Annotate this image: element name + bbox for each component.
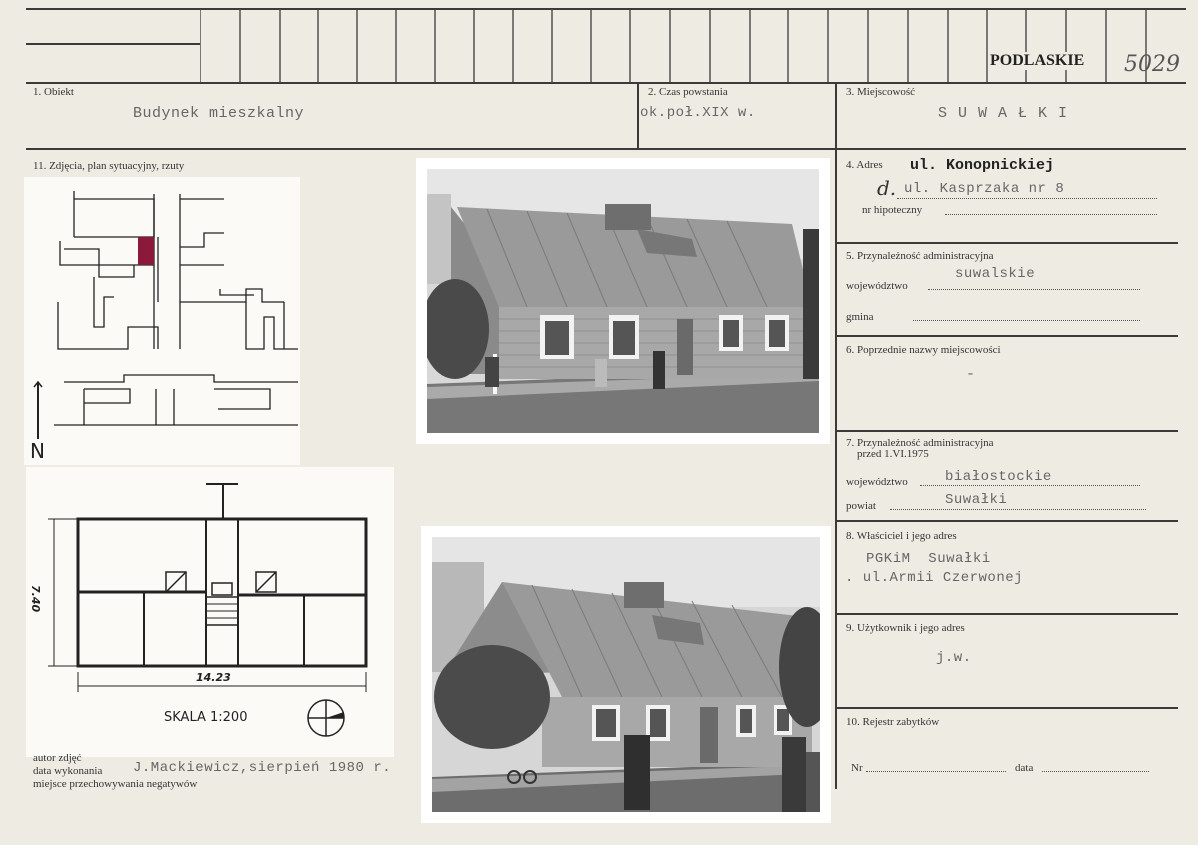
card-number: 5029 — [1124, 52, 1180, 77]
wojewodztwo-1975-label: województwo — [846, 476, 908, 488]
header-columns — [200, 8, 1190, 82]
wojewodztwo-value: suwalskie — [955, 266, 1036, 282]
powiat-label: powiat — [846, 500, 876, 512]
autor-value: J.Mackiewicz,sierpień 1980 r. — [133, 760, 392, 776]
photo-bottom — [421, 526, 831, 823]
wlasciciel-label: 8. Właściciel i jego adres — [846, 530, 957, 542]
poprzednie-label: 6. Poprzednie nazwy miejscowości — [846, 344, 1001, 356]
north-label: N — [30, 439, 45, 463]
rejestr-label: 10. Rejestr zabytków — [846, 716, 940, 728]
floor-plan — [26, 467, 394, 757]
highlighted-building — [138, 237, 154, 265]
adres-prefix: d. — [877, 176, 897, 200]
header-grid — [0, 0, 1198, 85]
adres-label: 4. Adres — [846, 159, 883, 171]
rejestr-nr-label: Nr — [851, 762, 863, 774]
zdjecia-label: 11. Zdjęcia, plan sytuacyjny, rzuty — [33, 160, 185, 172]
photo-top-image — [427, 169, 819, 433]
gmina-label: gmina — [846, 311, 874, 323]
wlasciciel-line2: . ul.Armii Czerwonej — [845, 570, 1024, 586]
obiekt-value: Budynek mieszkalny — [133, 105, 305, 122]
poprzednie-value: - — [966, 366, 976, 383]
region-stamp: PODLASKIE — [990, 52, 1085, 69]
depth-dimension: 7.40 — [29, 585, 42, 613]
przynaleznosc-1975-sub: przed 1.VI.1975 — [857, 448, 929, 460]
przynaleznosc-1975-label: 7. Przynależność administracyjna — [846, 437, 994, 449]
miejscowosc-value: S U W A Ł K I — [938, 105, 1069, 122]
hipoteczny-label: nr hipoteczny — [862, 204, 923, 216]
adres-line1: ul. Konopnickiej — [910, 157, 1055, 174]
rejestr-data-label: data — [1015, 762, 1034, 774]
scale-label: SKALA 1:200 — [164, 710, 248, 725]
przynaleznosc-label: 5. Przynależność administracyjna — [846, 250, 994, 262]
czas-value: ok.poł.XIX w. — [640, 105, 756, 121]
wojewodztwo-1975-value: białostockie — [945, 469, 1052, 485]
miejscowosc-label: 3. Miejscowość — [846, 86, 916, 98]
obiekt-label: 1. Obiekt — [33, 86, 74, 98]
photo-bottom-image — [432, 537, 820, 812]
wojewodztwo-label: województwo — [846, 280, 908, 292]
miejsce-label: miejsce przechowywania negatywów — [33, 778, 198, 790]
data-label: data wykonania — [33, 765, 103, 777]
uzytkownik-value: j.w. — [936, 650, 972, 666]
situation-plan-drawing — [24, 177, 300, 465]
powiat-value: Suwałki — [945, 492, 1008, 508]
czas-label: 2. Czas powstania — [648, 86, 728, 98]
adres-line2: ul. Kasprzaka nr 8 — [904, 181, 1065, 197]
wlasciciel-line1: PGKiM Suwałki — [866, 551, 991, 567]
compass-arrow — [326, 712, 344, 718]
uzytkownik-label: 9. Użytkownik i jego adres — [846, 622, 965, 634]
situation-plan — [24, 177, 300, 465]
photo-top — [416, 158, 830, 444]
width-dimension: 14.23 — [196, 671, 231, 684]
autor-label: autor zdjęć — [33, 752, 82, 764]
